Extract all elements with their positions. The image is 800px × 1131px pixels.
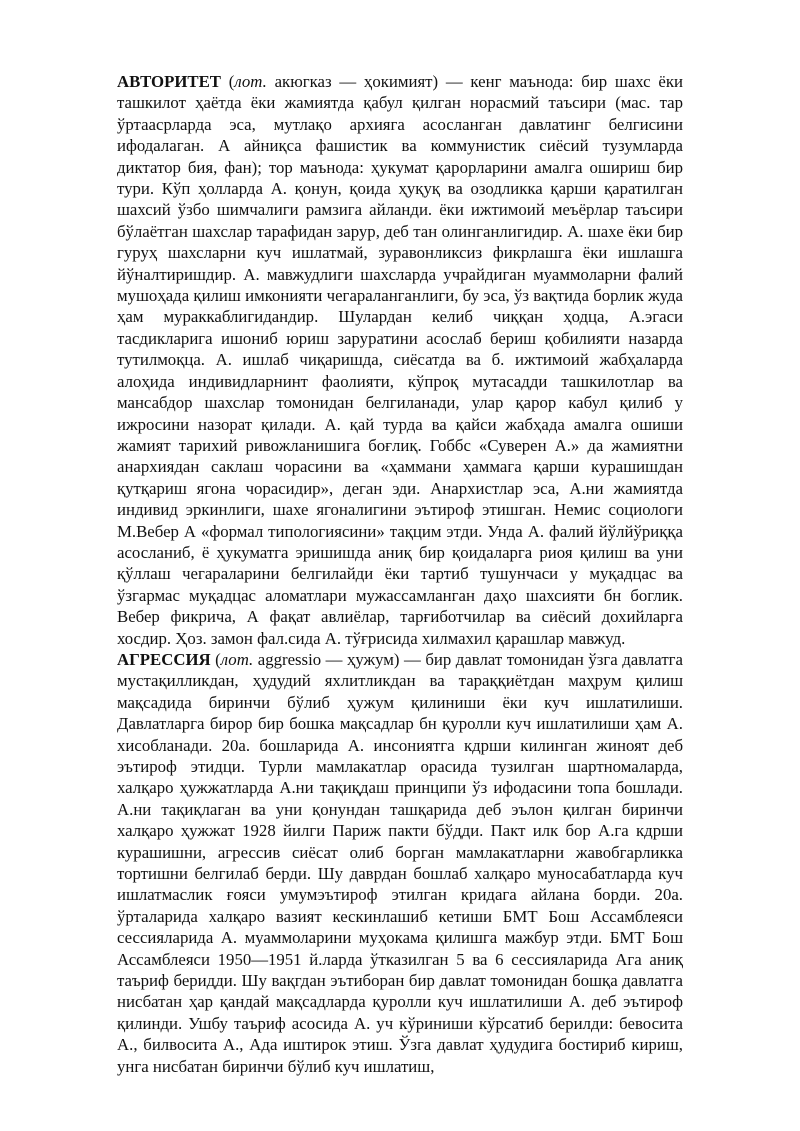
entry-body: — кенг маънода: бир шахс ёки ташкилот ҳаётда ёки жамиятда қабул қилган норасмий таъсири (мас. тар ўртаасрларда эса, мутлақо архияга асосланган давлатинг белгисини ифодалаган. А айниқса фашистик ва коммунистик сиёсий тузумларда диктатор бия, фан); тор маънода: ҳукумат қарорларини амалга ошириш бир тури. Кўп ҳолларда А. қонун, қоида ҳуқуқ ва озодликка қарши қаратилган шахсий ўзбо шимчалиги рамзига айланди. ёки ижтимоий меъёрлар таъсири бўлаётган шахслар тарафидан зарур, деб тан олинганлигидир. А. шахе ёки бир гуруҳ шахсларни куч ишлатмай, зуравонликсиз фикрлашга ёки ишлашга йўналтиришдир. А. мавжудлиги шахсларда учрайдиган муаммоларни фалий мушоҳада қилиш имконияти чегараланганлиги, бу эса, ўз вақтида борлик жуда ҳам мураккаблигидандир. Шулардан келиб чиққан ҳодца, А.эгаси тасдикларига ишониб юриш заруратини асослаб бериш қобилияти назарда тутилмоқца. А. ишлаб чиқаришда, сиёсатда ва б. ижтимоий жабҳаларда алоҳида индивидларнинт фаолияти, кўпроқ мутасадди ташкилотлар ва мансабдор шахслар томонидан белгиланади, улар қарор кабул қилиб у ижросини назорат қилади. А. қай турда ва қайси жабҳада амалга ошиши жамият тарихий ривожланишига боғлиқ. Гоббс «Суверен А.» да жамиятни анархиядан саклаш чорасини ва «ҳаммани ҳаммага қарши курашишдан қутқариш ягона чорасидир», деган эди. Анархистлар эса, А.ни жамиятда индивид эркинлиги, шахе ягоналигини эътироф этишган. Немис социологи М.Вебер А «формал типологиясини» тақцим этди. Унда А. фалий йўлйўриққа асосланиб, ё ҳукуматга эришишда аниқ бир қоидаларга риоя қилиш ва уни қўллаш чегараларини белгилайди ёки тартиб тушунчаси у муқадцас ва ўзгармас муқадцас аломатлари мужассамланган даҳо шахсияти бн боглик. Вебер фикрича, А фақат авлиёлар, тарғиботчилар ва сиёсий дохийларга хосдир. Ҳоз. замон фал.сида А. тўғрисида хилмахил қарашлар мавжуд. (117, 72, 683, 648)
entry-etymology-language: лот. (234, 72, 267, 91)
entry-body: — бир давлат томонидан ўзга давлатга мустақилликдан, ҳудудий яхлитликдан ва тараққиётдан маҳрум қилиш мақсадида биринчи бўлиб ҳужум қилиниши ёки куч ишлатилиши. Давлатларга бирор бир бошка мақсадлар бн қуролли куч ишлатилиши ҳам А. хисобланади. 20а. бошларида А. инсониятга кдрши килинган жиноят деб эътироф этидци. Турли мамлакатлар орасида тузилган шартномаларда, халқаро ҳужжатларда А.ни тақиқдаш принципи ўз ифодасини топа бошлади. А.ни тақиқлаган ва уни қонундан ташқарида деб эълон қилган биринчи халқаро ҳужжат 1928 йилги Париж пакти бўдди. Пакт илк бор А.га кдрши курашишни, агрессив сиёсат олиб борган мамлакатларни жавобгарликка тортишни белгилаб берди. Шу даврдан бошлаб халқаро муносабатларда куч ишлатмаслик ғояси умумэътироф этилган кридага айлана борди. 20а. ўрталарида халқаро вазият кескинлашиб кетиши БМТ Бош Ассамблеяси сессияларида А. муаммоларини муҳокама қилишга мажбур этди. БМТ Бош Ассамблеяси 1950—1951 й.ларда ўтказилган 5 ва 6 сессияларида Ага аниқ таъриф беридди. Шу вақгдан эътиборан бир давлат томонидан бошқа давлатга нисбатан ҳар қандай мақсадларда қуролли куч ишлатилиши А. деб эътироф қилинди. Ушбу таъриф асосида А. уч кўриниши кўрсатиб берилди: бевосита А., билвосита А., Ада иштирок этиш. Ўзга давлат ҳудудига бостириб кириш, унга нисбатан биринчи бўлиб куч ишлатиш, (117, 649, 683, 1076)
entry-etymology: aggressio — ҳужум) (253, 649, 400, 669)
entry-term: АВТОРИТЕТ (117, 72, 221, 91)
entry-agressiya: АГРЕССИЯ (лот. aggressio — ҳужум) — бир давлат томонидан ўзга давлатга мустақилликдан, ҳудудий яхлитликдан ва тараққиётдан маҳрум қилиш мақсадида биринчи бўлиб ҳужум қилиниши ёки куч ишлатилиши. Давлатларга бирор бир бошка мақсадлар бн қуролли куч ишлатилиши ҳам А. хисобланади. 20а. бошларида А. инсониятга кдрши килинган жиноят деб эътироф этидци. Турли мамлакатлар орасида тузилган шартномаларда, халқаро ҳужжатларда А.ни тақиқдаш принципи ўз ифодасини топа бошлади. А.ни тақиқлаган ва уни қонундан ташқарида деб эълон қилган биринчи халқаро ҳужжат 1928 йилги Париж пакти бўдди. Пакт илк бор А.га кдрши курашишни, агрессив сиёсат олиб борган мамлакатларни жавобгарликка тортишни белгилаб берди. Шу даврдан бошлаб халқаро муносабатларда куч ишлатмаслик ғояси умумэътироф этилган кридага айлана борди. 20а. ўрталарида халқаро вазият кескинлашиб кетиши БМТ Бош Ассамблеяси сессияларида А. муаммоларини муҳокама қилишга мажбур этди. БМТ Бош Ассамблеяси 1950—1951 й.ларда ўтказилган 5 ва 6 сессияларида Ага аниқ таъриф беридди. Шу вақгдан эътиборан бир давлат томонидан бошқа давлатга нисбатан ҳар қандай мақсадларда қуролли куч ишлатилиши А. деб эътироф қилинди. Ушбу таъриф асосида А. уч кўриниши кўрсатиб берилди: бевосита А., билвосита А., Ада иштирок этиш. Ўзга давлат ҳудудига бостириб кириш, унга нисбатан биринчи бўлиб куч ишлатиш, (117, 649, 683, 1076)
entry-etymology-language: лот. (220, 649, 254, 669)
entry-etymology: акюгказ — ҳокимият) (266, 72, 439, 91)
document-page (117, 71, 683, 1077)
entry-term: АГРЕССИЯ (117, 649, 211, 669)
entry-avtoritet: АВТОРИТЕТ (лот. акюгказ — ҳокимият) — кенг маънода: бир шахс ёки ташкилот ҳаётда ёки жамиятда қабул қилган норасмий таъсири (мас. тар ўртаасрларда эса, мутлақо архияга асосланган давлатинг белгисини ифодалаган. А айниқса фашистик ва коммунистик сиёсий тузумларда диктатор бия, фан); тор маънода: ҳукумат қарорларини амалга ошириш бир тури. Кўп ҳолларда А. қонун, қоида ҳуқуқ ва озодликка қарши қаратилган шахсий ўзбо шимчалиги рамзига айланди. ёки ижтимоий меъёрлар таъсири бўлаётган шахслар тарафидан зарур, деб тан олинганлигидир. А. шахе ёки бир гуруҳ шахсларни куч ишлатмай, зуравонликсиз фикрлашга ёки ишлашга йўналтиришдир. А. мавжудлиги шахсларда учрайдиган муаммоларни фалий мушоҳада қилиш имконияти чегараланганлиги, бу эса, ўз вақтида борлик жуда ҳам мураккаблигидандир. Шулардан келиб чиққан ҳодца, А.эгаси тасдикларига ишониб юриш заруратини асослаб бериш қобилияти назарда тутилмоқца. А. ишлаб чиқаришда, сиёсатда ва б. ижтимоий жабҳаларда алоҳида индивидларнинт фаолияти, кўпроқ мутасадди ташкилотлар ва мансабдор шахслар томонидан белгиланади, улар қарор кабул қилиб у ижросини назорат қилади. А. қай турда ва қайси жабҳада амалга ошиши жамият тарихий ривожланишига боғлиқ. Гоббс «Суверен А.» да жамиятни анархиядан саклаш чорасини ва «ҳаммани ҳаммага қарши курашишдан қутқариш ягона чорасидир», деган эди. Анархистлар эса, А.ни жамиятда индивид эркинлиги, шахе ягоналигини эътироф этишган. Немис социологи М.Вебер А «формал типологиясини» тақцим этди. Унда А. фалий йўлйўриққа асосланиб, ё ҳукуматга эришишда аниқ бир қоидаларга риоя қилиш ва уни қўллаш чегараларини белгилайди ёки тартиб тушунчаси у муқадцас ва ўзгармас муқадцас аломатлари мужассамланган даҳо шахсияти бн боглик. Вебер фикрича, А фақат авлиёлар, тарғиботчилар ва сиёсий дохийларга хосдир. Ҳоз. замон фал.сида А. тўғрисида хилмахил қарашлар мавжуд. (117, 72, 683, 648)
